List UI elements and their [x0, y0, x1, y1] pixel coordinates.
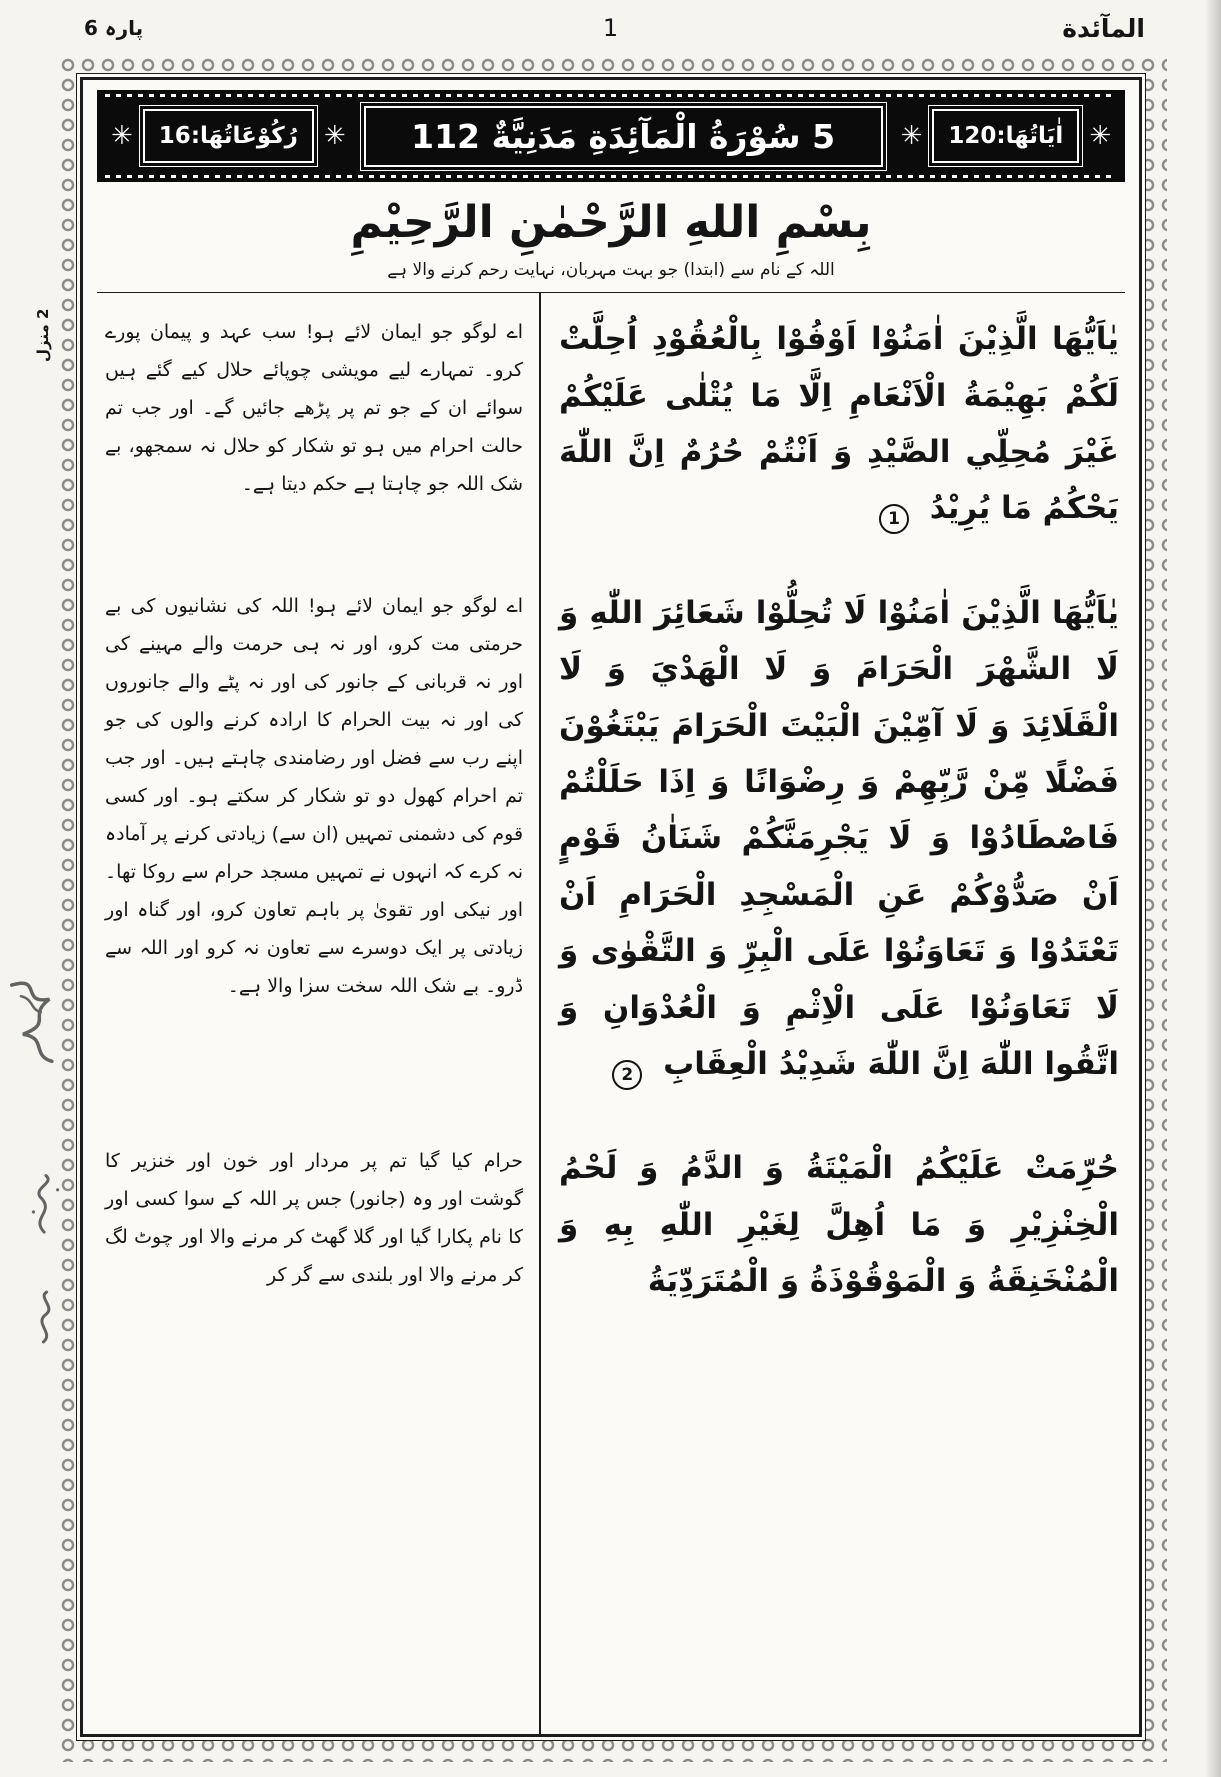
- ayat-count-badge: اٰيَاتُهَا:120: [932, 109, 1079, 163]
- verse-3-arabic-text: حُرِّمَتْ عَلَيْكُمُ الْمَيْتَةُ وَ الدَّمُ وَ لَحْمُ الْخِنْزِيْرِ وَ مَا اُهِلَّ لِغَيْرِ اللّٰهِ بِهِ وَ الْمُنْخَنِقَةُ وَ الْمَوْقُوْذَةُ وَ الْمُتَرَدِّيَةُ: [559, 1150, 1119, 1300]
- verse-3-arabic: [539, 1122, 1125, 1734]
- running-head: [70, 14, 1151, 48]
- verse-row: [97, 293, 1125, 567]
- ruku-count-badge: رُكُوْعَاتُهَا:16: [143, 109, 314, 163]
- star-ornament-icon: ✳: [900, 121, 923, 151]
- verse-1-urdu-translation: اے لوگو جو ایمان لائے ہو! سب عہد و پیمان پورے کرو۔ تمہارے لیے مویشی چوپائے حلال کیے گئے ہیں سوائے ان کے جو تم پر پڑھے جائیں گے۔ اور جب تم حالت احرام میں ہو تو شکار کو حلال نہ سمجھو، بے شک اللہ جو چاہتا ہے حکم دیتا ہے۔: [105, 321, 524, 496]
- verse-row: [97, 1122, 1125, 1734]
- page-content-frame: [80, 77, 1142, 1737]
- star-ornament-icon: ✳: [1089, 121, 1111, 151]
- surah-title: 5 سُوْرَةُ الْمَآئِدَةِ مَدَنِيَّةٌ 112: [364, 106, 883, 167]
- star-ornament-icon: ✳: [323, 121, 346, 151]
- inner-rule-frame: [76, 73, 1146, 1741]
- verse-2-arabic: [539, 567, 1125, 1123]
- verse-1-number-badge: 1: [879, 504, 909, 534]
- verse-3-urdu-translation: حرام کیا گیا تم پر مردار اور خون اور خنزیر کا گوشت اور وہ (جانور) جس پر اللہ کے سوا کسی اور کا نام پکارا گیا اور گلا گھٹ کر مرنے والا اور چوٹ لگ کر مرنے والا اور بلندی سے گر کر: [105, 1150, 524, 1287]
- star-ornament-icon: ✳: [111, 121, 133, 151]
- para-number: پارہ 6: [84, 16, 144, 40]
- ornate-chain-border: [55, 52, 1167, 1762]
- page-number: 1: [602, 14, 619, 42]
- verse-2-arabic-text: يٰاَيُّهَا الَّذِيْنَ اٰمَنُوْا لَا تُحِلُّوْا شَعَائِرَ اللّٰهِ وَ لَا الشَّهْرَ الْحَرَامَ وَ لَا الْهَدْيَ وَ لَا الْقَلَائِدَ وَ لَا آمِّيْنَ الْبَيْتَ الْحَرَامَ يَبْتَغُوْنَ فَضْلًا مِّنْ رَّبِّهِمْ وَ رِضْوَانًا وَ اِذَا حَلَلْتُمْ فَاصْطَادُوْا وَ لَا يَجْرِمَنَّكُمْ شَنَاٰنُ قَوْمٍ اَنْ صَدُّوْكُمْ عَنِ الْمَسْجِدِ الْحَرَامِ اَنْ تَعْتَدُوْا وَ تَعَاوَنُوْا عَلَى الْبِرِّ وَ التَّقْوٰى وَ لَا تَعَاوَنُوْا عَلَى الْاِثْمِ وَ الْعُدْوَانِ وَ اتَّقُوا اللّٰهَ اِنَّ اللّٰهَ شَدِيْدُ الْعِقَابِ: [559, 594, 1119, 1083]
- margin-calligraphy-stamp-icon: [3, 973, 65, 1078]
- bismillah-calligraphy: بِسْمِ اللهِ الرَّحْمٰنِ الرَّحِيْمِ: [350, 197, 872, 248]
- verse-1-arabic: [539, 293, 1125, 567]
- surah-name-header: المآئدة: [1062, 14, 1145, 43]
- verse-columns: [97, 293, 1125, 1734]
- verse-2-number-badge: 2: [612, 1060, 642, 1090]
- manzil-marker: 2 منزل: [34, 308, 52, 362]
- margin-calligraphy-stamp-icon: [25, 1286, 65, 1347]
- surah-title-banner: [97, 90, 1125, 182]
- scan-edge-shadow: [1205, 0, 1221, 1777]
- verse-1-arabic-text: يٰاَيُّهَا الَّذِيْنَ اٰمَنُوْا اَوْفُوْا بِالْعُقُوْدِ اُحِلَّتْ لَكُمْ بَهِيْمَةُ الْاَنْعَامِ اِلَّا مَا يُتْلٰى عَلَيْكُمْ غَيْرَ مُحِلِّي الصَّيْدِ وَ اَنْتُمْ حُرُمٌ اِنَّ اللّٰهَ يَحْكُمُ مَا يُرِيْدُ: [559, 321, 1119, 527]
- verse-row: [97, 567, 1125, 1123]
- verse-2-urdu-translation: اے لوگو جو ایمان لائے ہو! اللہ کی نشانیوں کی بے حرمتی مت کرو، اور نہ ہی حرمت والے مہینے کی اور نہ قربانی کے جانور کی اور نہ پٹے والے جانوروں کی اور نہ بیت الحرام کا ارادہ کرنے والوں کی جو اپنے رب سے فضل اور رضامندی چاہتے ہیں۔ اور جب تم احرام کھول دو تو شکار کر سکتے ہو۔ اور کسی قوم کی دشمنی تمہیں (ان سے) زیادتی کرنے پر آمادہ نہ کرے کہ انہوں نے تمہیں مسجد حرام سے روکا تھا۔ اور نیکی اور تقویٰ پر باہم تعاون کرو، اور گناہ اور زیادتی پر ایک دوسرے سے تعاون نہ کرو اور اللہ سے ڈرو۔ بے شک اللہ سخت سزا والا ہے۔: [105, 594, 524, 997]
- bismillah-urdu-translation: اللہ کے نام سے (ابتدا) جو بہت مہربان، نہایت رحم کرنے والا ہے: [97, 251, 1125, 293]
